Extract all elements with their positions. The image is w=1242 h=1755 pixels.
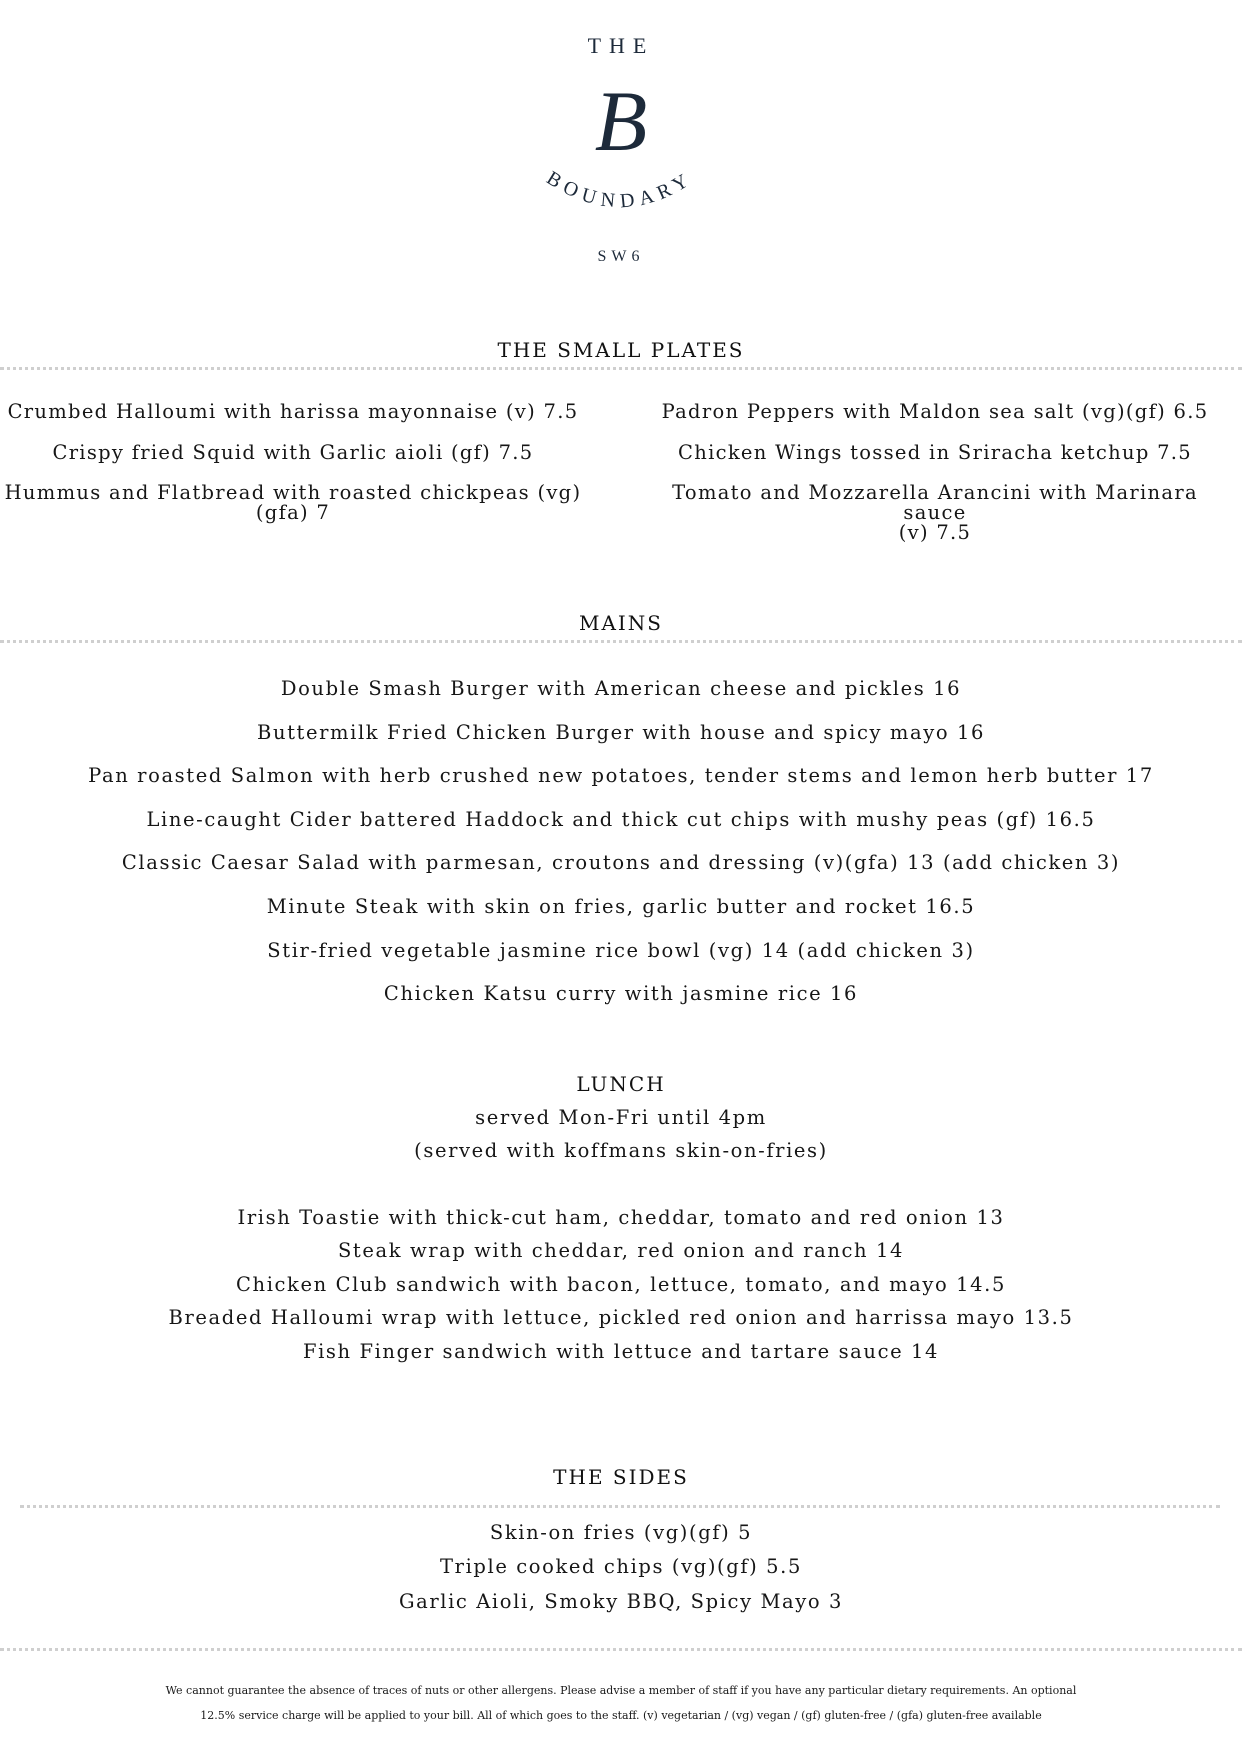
mains-divider [0,640,1242,643]
service-charge-note: 12.5% service charge will be applied to your bill. All of which goes to the staff. (v) vegetarian / (vg) vegan / (gf) gluten-free / (gfa) gluten-free available [200,1709,1042,1722]
logo-arc-text: BOUNDARY [542,166,698,213]
menu-item: Crispy fried Squid with Garlic aioli (gf) 7.5 [52,441,534,464]
sides-divider [20,1505,1220,1508]
footer-divider [0,1648,1242,1651]
menu-item: Garlic Aioli, Smoky BBQ, Spicy Mayo 3 [398,1590,844,1613]
menu-item-line: (gfa) 7 [255,501,331,524]
menu-item [0,483,586,523]
sides-heading: THE SIDES [553,1465,689,1489]
menu-item: Crumbed Halloumi with harissa mayonnaise (v) 7.5 [7,400,579,423]
menu-item: Stir-fried vegetable jasmine rice bowl (vg) 14 (add chicken 3) [267,939,975,962]
logo-monogram-letter: B [594,73,648,169]
logo-monogram-icon [0,0,1242,290]
menu-item: Breaded Halloumi wrap with lettuce, pickled red onion and harrissa mayo 13.5 [168,1306,1074,1329]
menu-item: Chicken Wings tossed in Sriracha ketchup 7.5 [677,441,1193,464]
menu-item: Pan roasted Salmon with herb crushed new potatoes, tender stems and lemon herb butter 17 [88,764,1154,787]
lunch-subtitle: served Mon-Fri until 4pm [475,1106,767,1129]
mains-heading: MAINS [578,611,664,635]
menu-item: Steak wrap with cheddar, red onion and ranch 14 [337,1239,905,1262]
lunch-subtitle: (served with koffmans skin-on-fries) [414,1139,828,1162]
menu-item: Classic Caesar Salad with parmesan, croutons and dressing (v)(gfa) 13 (add chicken 3) [121,851,1121,874]
menu-item: Chicken Club sandwich with bacon, lettuce, tomato, and mayo 14.5 [236,1273,1006,1296]
menu-item: Triple cooked chips (vg)(gf) 5.5 [440,1555,802,1578]
menu-item-line: Hummus and Flatbread with roasted chickpeas (vg) [4,481,582,504]
lunch-heading: LUNCH [576,1072,666,1096]
logo-the-text: THE [587,33,655,58]
menu-item-line: Tomato and Mozzarella Arancini with Marinara sauce [672,481,1198,524]
menu-item: Buttermilk Fried Chicken Burger with house and spicy mayo 16 [257,721,985,744]
menu-item: Minute Steak with skin on fries, garlic butter and rocket 16.5 [266,895,976,918]
small-plates-divider [0,367,1242,370]
menu-item: Chicken Katsu curry with jasmine rice 16 [383,982,859,1005]
menu-item-line: (v) 7.5 [898,521,972,544]
menu-item: Skin-on fries (vg)(gf) 5 [489,1521,753,1544]
menu-item [640,483,1230,543]
menu-item: Fish Finger sandwich with lettuce and tartare sauce 14 [302,1340,940,1363]
menu-item: Double Smash Burger with American cheese and pickles 16 [280,677,962,700]
allergen-note: We cannot guarantee the absence of traces of nuts or other allergens. Please advise a member of staff if you have any particular dietary requirements. An optional [165,1684,1077,1697]
menu-item: Padron Peppers with Maldon sea salt (vg)(gf) 6.5 [661,400,1209,423]
logo-location: SW6 [597,248,645,265]
logo [0,0,1242,290]
menu-item: Irish Toastie with thick-cut ham, cheddar, tomato and red onion 13 [237,1206,1005,1229]
menu-item: Line-caught Cider battered Haddock and thick cut chips with mushy peas (gf) 16.5 [146,808,1096,831]
small-plates-heading: THE SMALL PLATES [497,338,745,362]
